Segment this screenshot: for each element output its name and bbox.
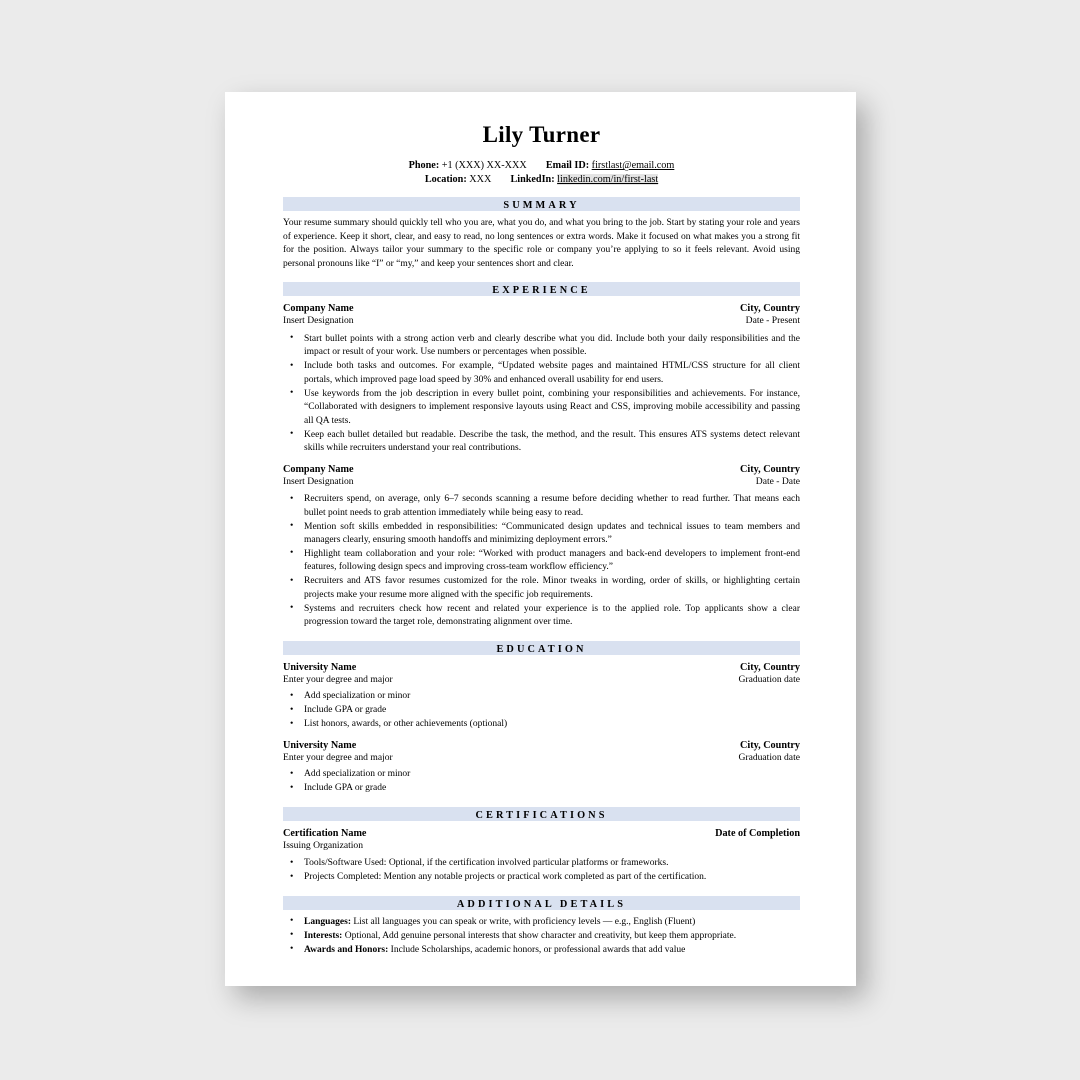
entry-subtitle: Insert Designation xyxy=(283,315,354,327)
candidate-name: Lily Turner xyxy=(482,122,601,147)
entry-organization: Company Name xyxy=(283,303,354,315)
entry-bullet-list xyxy=(283,493,800,630)
entry-subtitle: Insert Designation xyxy=(283,475,354,487)
list-item: • Highlight team collaboration and your role: “Worked with product managers and back-end developers to implement front-end features, following design specs and improving cross-team workflow efficiency.” xyxy=(283,548,800,575)
certification-entry xyxy=(283,827,800,885)
list-item: • Recruiters and ATS favor resumes customized for the role. Minor tweaks in wording, order of skills, or highlighting certain projects make your resume more aligned with the specific job requirements. xyxy=(283,575,800,602)
entry-location: City, Country xyxy=(740,463,800,475)
entry-bullet-list xyxy=(283,690,800,731)
entry-bullet-list xyxy=(283,857,800,884)
list-item: • Use keywords from the job description in every bullet point, combining your responsibilities and achievements. For instance, “Collaborated with designers to implement responsive layouts using React and CSS, improving mobile accessibility and passing all QA tests. xyxy=(283,388,800,428)
entry-date: Graduation date xyxy=(738,751,800,763)
entry-organization: Certification Name xyxy=(283,827,367,839)
location-value: XXX xyxy=(469,173,492,185)
list-item: • Mention soft skills embedded in responsibilities: “Communicated design updates and technical issues to team members and managers clearly, ensuring smooth handoffs and minimizing deployment errors.” xyxy=(283,521,800,548)
section-title: CERTIFICATIONS xyxy=(475,809,608,821)
section-title: EXPERIENCE xyxy=(492,285,591,297)
location-label: Location: xyxy=(424,173,467,185)
section-header-certifications xyxy=(283,807,800,821)
list-item xyxy=(283,944,800,957)
list-item: • Recruiters spend, on average, only 6–7 seconds scanning a resume before deciding whether to read further. That means each bullet point needs to grab attention immediately while being easy to read. xyxy=(283,493,800,520)
list-item: • Start bullet points with a strong action verb and clearly describe what you did. Include both your daily responsibilities and the impact or result of your work. Use numbers or percentages when possible. xyxy=(283,333,800,360)
section-title: EDUCATION xyxy=(496,643,587,655)
list-item xyxy=(283,916,800,929)
entry-date: Date - Date xyxy=(755,475,800,487)
entry-bullet-list xyxy=(283,768,800,795)
entry-date: Date - Present xyxy=(745,315,800,327)
contact-line-1 xyxy=(283,159,800,172)
item-text: Include Scholarships, academic honors, or professional awards that add value xyxy=(388,944,686,955)
entry-subheader xyxy=(283,315,800,327)
list-item: • List honors, awards, or other achievements (optional) xyxy=(283,718,800,731)
experience-entry xyxy=(283,463,800,630)
list-item: • Tools/Software Used: Optional, if the certification involved particular platforms or frameworks. xyxy=(283,857,800,870)
list-item: • Include GPA or grade xyxy=(283,782,800,795)
entry-location: City, Country xyxy=(740,303,800,315)
list-item: • Systems and recruiters check how recent and related your experience is to the applied role. Top applicants show a clear progression toward the target role, demonstrating alignment over time. xyxy=(283,603,800,630)
entry-organization: University Name xyxy=(283,739,357,751)
entry-header xyxy=(283,827,800,840)
entry-header xyxy=(283,302,800,315)
entry-subheader xyxy=(283,752,800,764)
linkedin-link[interactable]: linkedin.com/in/first-last xyxy=(557,173,659,185)
entry-date: Graduation date xyxy=(738,673,800,685)
list-item: • Projects Completed: Mention any notable projects or practical work completed as part of the certification. xyxy=(283,871,800,884)
item-label: Awards and Honors: xyxy=(304,944,389,955)
education-entry xyxy=(283,739,800,796)
experience-entry xyxy=(283,302,800,455)
entry-header xyxy=(283,661,800,674)
entry-subtitle: Enter your degree and major xyxy=(283,751,393,763)
section-header-summary xyxy=(283,197,800,211)
email-link[interactable]: firstlast@email.com xyxy=(591,160,675,172)
section-title: ADDITIONAL DETAILS xyxy=(456,898,627,910)
item-text: List all languages you can speak or write, with proficiency levels — e.g., English (Fluent) xyxy=(350,916,696,927)
list-item xyxy=(283,930,800,943)
entry-subtitle: Enter your degree and major xyxy=(283,673,393,685)
entry-organization: Company Name xyxy=(283,463,354,475)
list-item: • Include both tasks and outcomes. For example, “Updated website pages and maintained HTML/CSS structure for all client portals, which improved page load speed by 30% and enhanced overall usability for end users. xyxy=(283,360,800,387)
item-label: Interests: xyxy=(304,930,343,941)
phone-label: Phone: xyxy=(408,160,440,172)
education-entry xyxy=(283,661,800,732)
resume-content xyxy=(283,122,800,958)
entry-location: City, Country xyxy=(740,739,800,751)
section-title: SUMMARY xyxy=(503,200,580,212)
linkedin-label: LinkedIn: xyxy=(510,173,555,185)
entry-subheader xyxy=(283,840,800,852)
list-item: • Include GPA or grade xyxy=(283,704,800,717)
entry-location: City, Country xyxy=(740,661,800,673)
phone-value: +1 (XXX) XX-XXX xyxy=(441,160,527,172)
email-label: Email ID: xyxy=(545,160,590,172)
entry-header xyxy=(283,739,800,752)
entry-header xyxy=(283,463,800,476)
entry-subheader xyxy=(283,674,800,686)
entry-subtitle: Issuing Organization xyxy=(283,839,364,851)
item-text: Optional, Add genuine personal interests that show character and creativity, but keep them appropriate. xyxy=(342,930,737,941)
entry-organization: University Name xyxy=(283,661,357,673)
additional-details-list xyxy=(283,916,800,957)
section-header-experience xyxy=(283,282,800,296)
entry-subheader xyxy=(283,476,800,488)
summary-body: Your resume summary should quickly tell who you are, what you do, and what you bring to the job. Start by stating your role and years of experience. Keep it short, clear, and easy to read, no long sentences or extra words. Make it focused on what makes you a strong fit for the position. Always tailor your summary to the specific role or company you’re applying to so it feels relevant. Avoid using personal pronouns like “I” or “my,” and keep your sentences short and clear. xyxy=(283,218,800,269)
list-item: • Add specialization or minor xyxy=(283,690,800,703)
entry-completion-date: Date of Completion xyxy=(715,827,800,839)
entry-bullet-list xyxy=(283,333,800,456)
list-item: • Add specialization or minor xyxy=(283,768,800,781)
resume-page xyxy=(225,92,856,986)
list-item: • Keep each bullet detailed but readable. Describe the task, the method, and the result. This ensures ATS systems detect relevant skills while recruiters understand your real contributions. xyxy=(283,429,800,456)
item-label: Languages: xyxy=(304,916,351,927)
contact-line-2 xyxy=(283,173,800,186)
section-header-additional-details xyxy=(283,896,800,910)
section-header-education xyxy=(283,641,800,655)
